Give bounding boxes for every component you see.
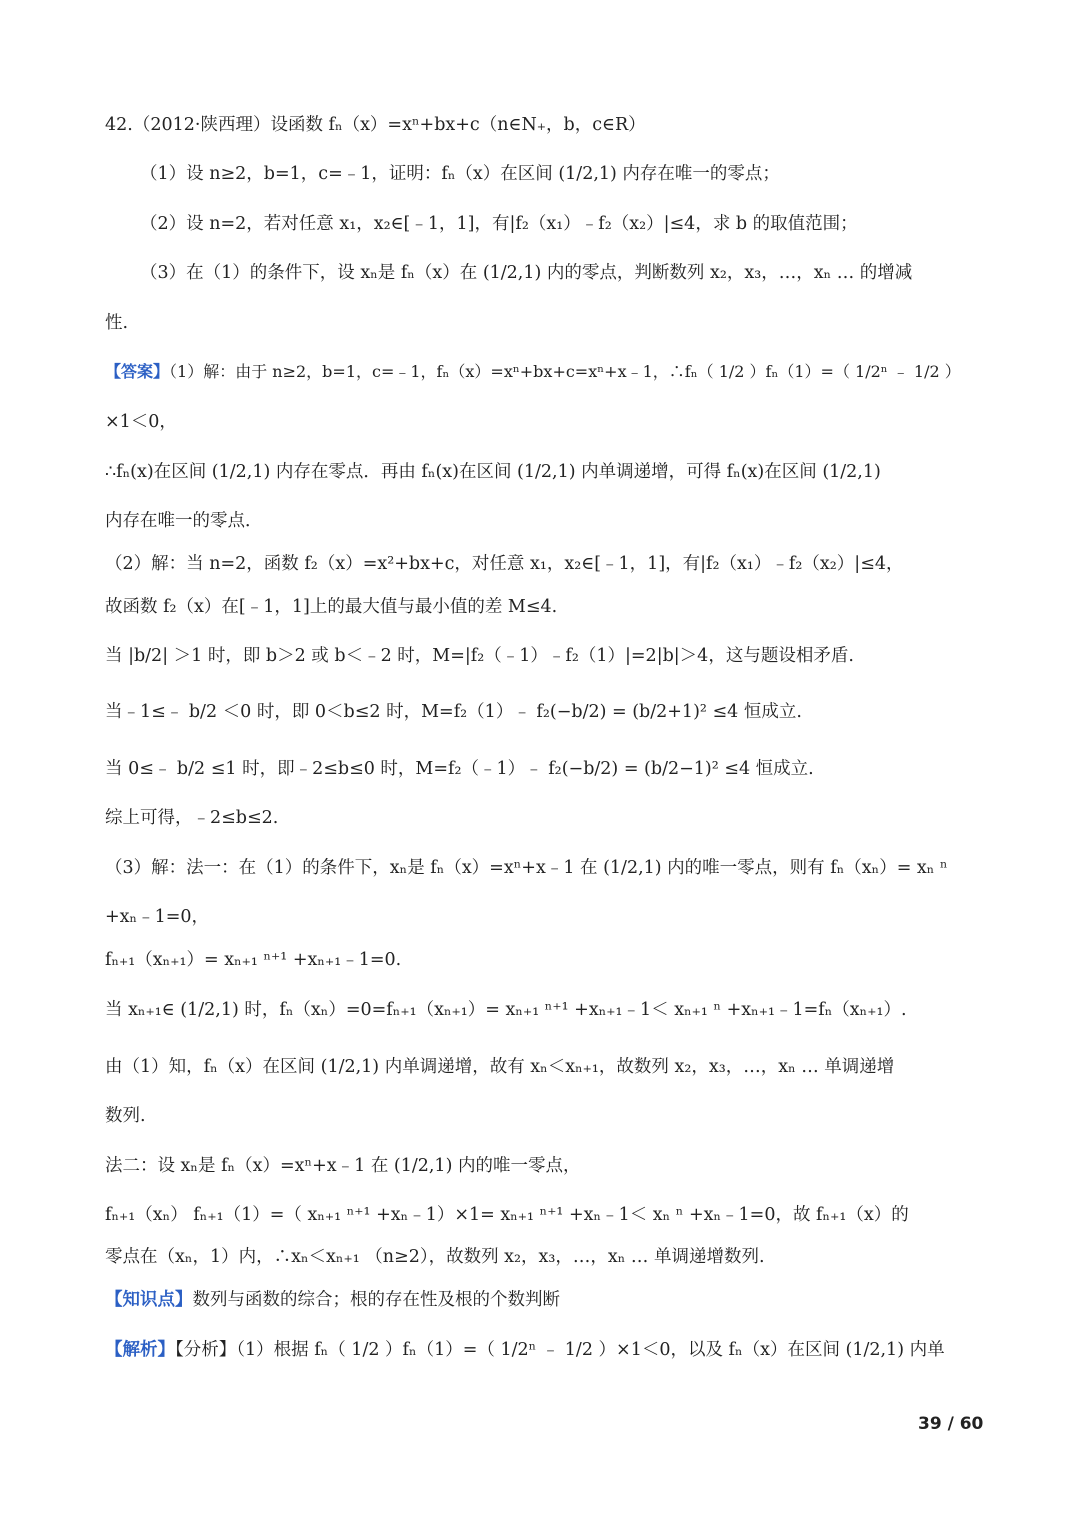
method2-line-1: 法二：设 xₙ是 fₙ（x）=xⁿ+x﹣1 在 (1/2,1) 内的唯一零点， [105, 1156, 581, 1176]
answer-part3-line-1: （3）解：法一：在（1）的条件下，xₙ是 fₙ（x）=xⁿ+x﹣1 在 (1/2,1) 内的唯一零点，则有 fₙ（xₙ）= xₙ ⁿ [105, 858, 948, 878]
question-1: （1）设 n≥2，b=1，c=﹣1，证明：fₙ（x）在区间 (1/2,1) 内存在唯一的零点； [140, 164, 780, 184]
question-3-cont: 性. [105, 313, 129, 333]
analysis-text: 【分析】（1）根据 fₙ（ 1/2 ）fₙ（1）=（ 1/2ⁿ ﹣ 1/2 ）×1＜0，以及 fₙ（x）在区间 (1/2,1) 内单 [175, 1340, 945, 1360]
analysis-line [105, 1338, 945, 1362]
answer-part2-line-4: 当﹣1≤﹣ b/2 ＜0 时，即 0＜b≤2 时，M=f₂（1）﹣ f₂(−b/2) = (b/2+1)² ≤4 恒成立. [105, 702, 802, 722]
knowledge-label: 【知识点】 [105, 1290, 193, 1310]
answer-part2-line-1: （2）解：当 n=2，函数 f₂（x）=x²+bx+c，对任意 x₁，x₂∈[﹣1，1]，有|f₂（x₁）﹣f₂（x₂）|≤4， [105, 554, 904, 574]
knowledge-text: 数列与函数的综合；根的存在性及根的个数判断 [192, 1290, 560, 1310]
answer-line-4: 内存在唯一的零点． [105, 511, 263, 531]
answer-line-3: ∴fₙ(x)在区间 (1/2,1) 内存在零点．再由 fₙ(x)在区间 (1/2,1) 内单调递增，可得 fₙ(x)在区间 (1/2,1) [105, 462, 881, 482]
answer-label: 【答案】 [105, 362, 170, 381]
problem-header [105, 113, 646, 137]
answer-line-1 [105, 360, 961, 384]
problem-stem: 设函数 fₙ（x）=xⁿ+bx+c（n∈N₊，b，c∈R） [270, 115, 646, 135]
question-3: （3）在（1）的条件下，设 xₙ是 fₙ（x）在 (1/2,1) 内的零点，判断数列 x₂，x₃，…，xₙ … 的增减 [140, 263, 913, 283]
answer-part2-line-5: 当 0≤﹣ b/2 ≤1 时，即﹣2≤b≤0 时，M=f₂（﹣1）﹣ f₂(−b/2) = (b/2−1)² ≤4 恒成立. [105, 759, 814, 779]
problem-number: 42. [105, 115, 133, 135]
analysis-label: 【解析】 [105, 1340, 175, 1360]
method2-line-2: fₙ₊₁（xₙ） fₙ₊₁（1）=（ xₙ₊₁ ⁿ⁺¹ +xₙ﹣1）×1= xₙ₊₁ ⁿ⁺¹ +xₙ﹣1＜ xₙ ⁿ +xₙ﹣1=0，故 fₙ₊₁（x）的 [105, 1205, 909, 1225]
answer-part1-text: （1）解：由于 n≥2，b=1，c=﹣1，fₙ（x）=xⁿ+bx+c=xⁿ+x﹣1，∴fₙ（ 1/2 ）fₙ（1）=（ 1/2ⁿ ﹣ 1/2 ） [169, 362, 961, 381]
question-2: （2）设 n=2，若对任意 x₁，x₂∈[﹣1，1]，有|f₂（x₁）﹣f₂（x₂）|≤4，求 b 的取值范围； [140, 214, 858, 234]
answer-part2-line-3: 当 |b/2| ＞1 时，即 b＞2 或 b＜﹣2 时，M=|f₂（﹣1）﹣f₂（1）|=2|b|＞4，这与题设相矛盾. [105, 646, 854, 666]
answer-part3-line-5: 由（1）知，fₙ（x）在区间 (1/2,1) 内单调递增，故有 xₙ＜xₙ₊₁，故数列 x₂，x₃，…，xₙ … 单调递增 [105, 1057, 895, 1077]
knowledge-line [105, 1288, 560, 1312]
problem-source: （2012·陕西理） [132, 115, 271, 135]
answer-part3-line-4: 当 xₙ₊₁∈ (1/2,1) 时，fₙ（xₙ）=0=fₙ₊₁（xₙ₊₁）= xₙ₊₁ ⁿ⁺¹ +xₙ₊₁﹣1＜ xₙ₊₁ ⁿ +xₙ₊₁﹣1=fₙ（xₙ₊₁）. [105, 1000, 907, 1020]
answer-part3-line-2: +xₙ﹣1=0， [105, 907, 210, 927]
method2-line-3: 零点在（xₙ，1）内，∴xₙ＜xₙ₊₁ （n≥2），故数列 x₂，x₃，…，xₙ … 单调递增数列. [105, 1247, 765, 1267]
answer-part3-line-3: fₙ₊₁（xₙ₊₁）= xₙ₊₁ ⁿ⁺¹ +xₙ₊₁﹣1=0. [105, 950, 402, 970]
answer-part2-line-6: 综上可得，﹣2≤b≤2. [105, 808, 279, 828]
answer-line-2: ×1＜0， [105, 412, 177, 432]
answer-part3-line-6: 数列. [105, 1106, 146, 1126]
answer-part2-line-2: 故函数 f₂（x）在[﹣1，1]上的最大值与最小值的差 M≤4. [105, 597, 558, 617]
page-number: 39 / 60 [918, 1414, 984, 1434]
